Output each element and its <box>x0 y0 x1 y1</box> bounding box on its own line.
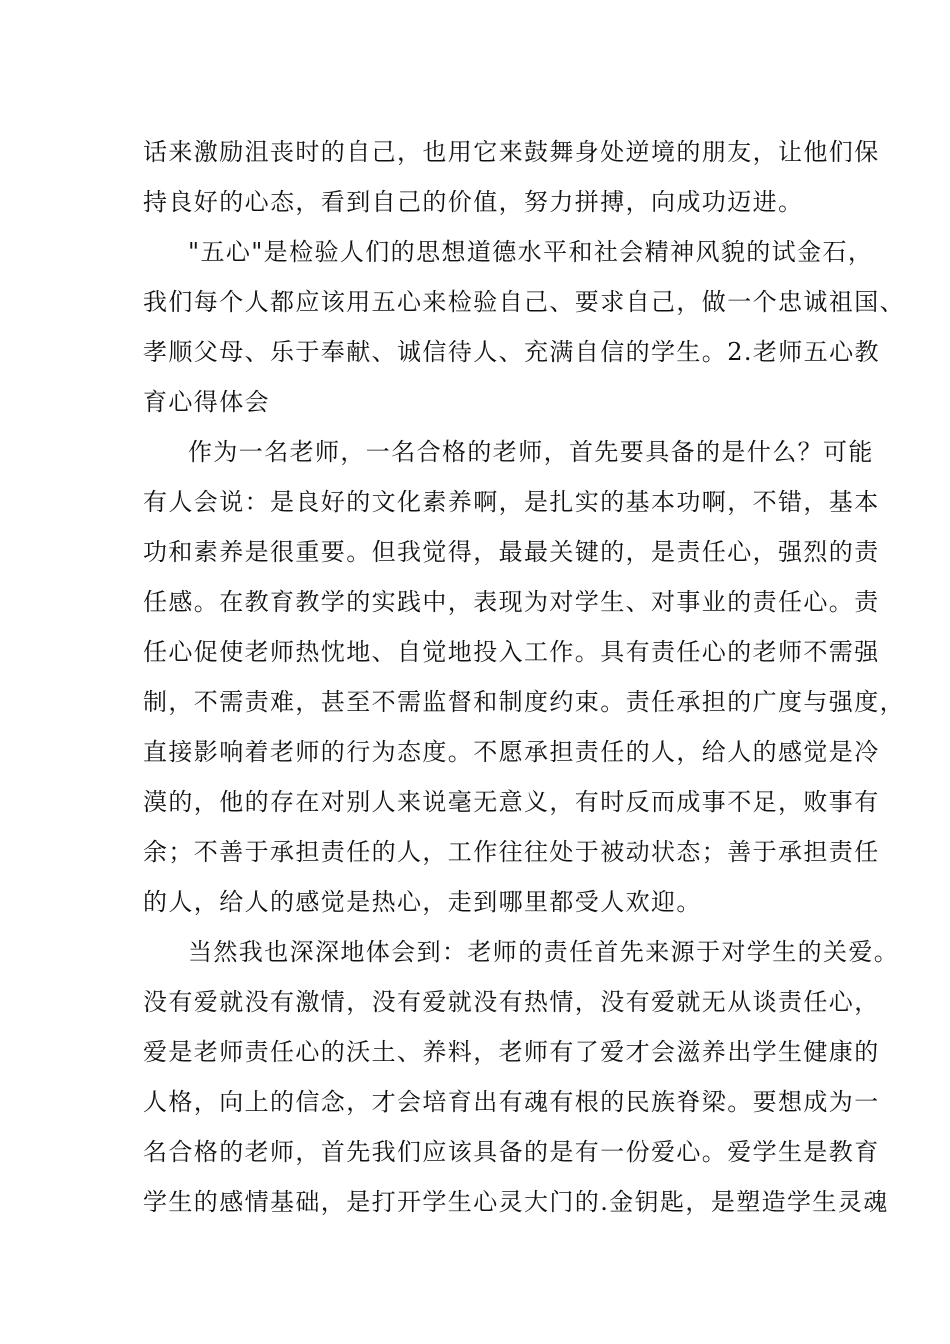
text-line: 话来激励沮丧时的自己，也用它来鼓舞身处逆境的朋友，让他们保 <box>143 138 880 166</box>
text-line: 孝顺父母、乐于奉献、诚信待人、充满自信的学生。2.老师五心教 <box>143 338 880 366</box>
text-line: 直接影响着老师的行为态度。不愿承担责任的人，给人的感觉是冷 <box>143 738 880 766</box>
text-line: 功和素养是很重要。但我觉得，最最关键的，是责任心，强烈的责 <box>143 538 880 566</box>
text-line: "五心"是检验人们的思想道德水平和社会精神风貌的试金石， <box>188 238 874 266</box>
text-line: 名合格的老师，首先我们应该具备的是有一份爱心。爱学生是教育 <box>143 1138 880 1166</box>
text-line: 当然我也深深地体会到：老师的责任首先来源于对学生的关爱。 <box>188 938 900 966</box>
text-line: 爱是老师责任心的沃土、养料，老师有了爱才会滋养出学生健康的 <box>143 1038 880 1066</box>
text-line: 持良好的心态，看到自己的价值，努力拼搏，向成功迈进。 <box>143 188 804 216</box>
text-line: 人格，向上的信念，才会培育出有魂有根的民族脊梁。要想成为一 <box>143 1088 880 1116</box>
text-line: 育心得体会 <box>143 388 270 416</box>
text-line: 的人，给人的感觉是热心，走到哪里都受人欢迎。 <box>143 888 702 916</box>
text-line: 学生的感情基础，是打开学生心灵大门的.金钥匙，是塑造学生灵魂 <box>143 1188 889 1216</box>
text-line: 作为一名老师，一名合格的老师，首先要具备的是什么？可能 <box>188 438 874 466</box>
text-line: 我们每个人都应该用五心来检验自己、要求自己，做一个忠诚祖国、 <box>143 288 905 316</box>
text-line: 任心促使老师热忱地、自觉地投入工作。具有责任心的老师不需强 <box>143 638 880 666</box>
text-line: 制，不需责难，甚至不需监督和制度约束。责任承担的广度与强度， <box>143 688 905 716</box>
text-line: 任感。在教育教学的实践中，表现为对学生、对事业的责任心。责 <box>143 588 880 616</box>
text-line: 漠的，他的存在对别人来说毫无意义，有时反而成事不足，败事有 <box>143 788 880 816</box>
text-line: 余；不善于承担责任的人，工作往往处于被动状态；善于承担责任 <box>143 838 880 866</box>
text-line: 有人会说：是良好的文化素养啊，是扎实的基本功啊，不错，基本 <box>143 488 880 516</box>
text-line: 没有爱就没有激情，没有爱就没有热情，没有爱就无从谈责任心， <box>143 988 880 1016</box>
